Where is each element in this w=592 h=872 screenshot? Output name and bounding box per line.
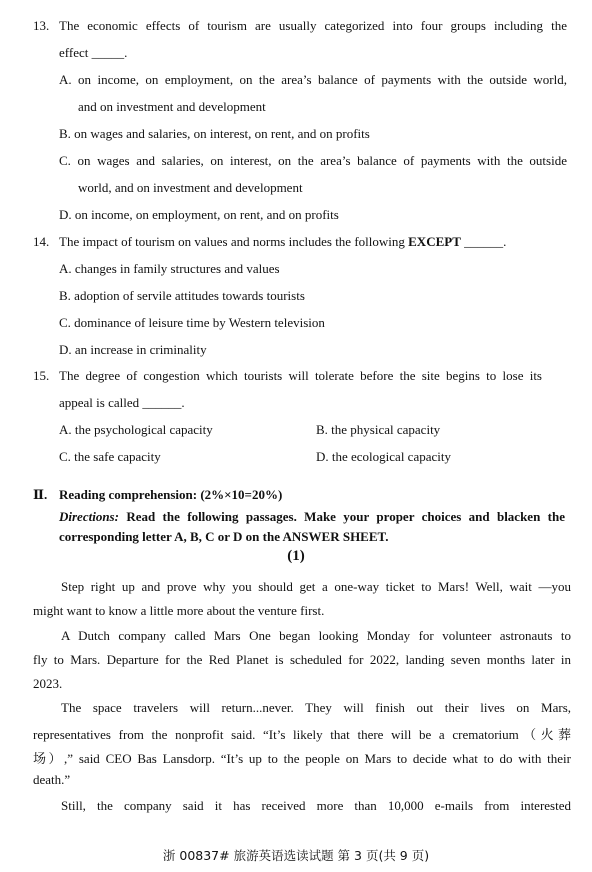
directions-label: Directions: — [59, 509, 119, 524]
question-stem — [59, 234, 506, 250]
option-d: D. the ecological capacity — [316, 449, 451, 464]
option-b: B. the physical capacity — [316, 422, 441, 437]
paragraph-line: representatives from the nonprofit said. “It’s likely that there will be a crematorium（火葬 — [33, 727, 571, 742]
option-d: D. on income, on employment, on rent, and on profits — [59, 207, 339, 222]
question-stem: The economic effects of tourism are usually categorized into four groups including the — [59, 18, 567, 33]
question-stem: appeal is called ______. — [59, 395, 185, 410]
stem-suffix: ______. — [464, 234, 507, 249]
paragraph-line: The space travelers will return...never. They will finish out their lives on Mars, — [61, 700, 571, 715]
directions-text: Read the following passages. Make your proper choices and blacken the — [126, 509, 565, 524]
stem-prefix: The impact of tourism on values and norms includes the following — [59, 234, 405, 249]
option-c: C. on wages and salaries, on interest, on the area’s balance of payments with the outside — [59, 153, 567, 168]
option-d: D. an increase in criminality — [59, 342, 207, 357]
option-c: C. dominance of leisure time by Western television — [59, 315, 325, 330]
directions-text: corresponding letter A, B, C or D on the ANSWER SHEET. — [59, 529, 389, 544]
stem-emphasis: EXCEPT — [408, 234, 461, 249]
section-numeral: Ⅱ. — [33, 487, 48, 502]
option-a: and on investment and development — [78, 99, 266, 114]
section-title: Reading comprehension: (2%×10=20%) — [59, 487, 283, 502]
directions — [59, 509, 565, 525]
paragraph-line: A Dutch company called Mars One began looking Monday for volunteer astronauts to — [61, 628, 571, 643]
option-c: C. the safe capacity — [59, 449, 161, 464]
question-stem: The degree of congestion which tourists will tolerate before the site begins to lose its — [59, 368, 542, 383]
paragraph-line: Still, the company said it has received more than 10,000 e-mails from interested — [61, 798, 571, 813]
page-footer: 浙 00837# 旅游英语选读试题 第 3 页(共 9 页) — [162, 848, 430, 863]
paragraph-line: death.” — [33, 772, 71, 787]
option-a: A. changes in family structures and values — [59, 261, 280, 276]
option-a: A. on income, on employment, on the area’s balance of payments with the outside world, — [59, 72, 567, 87]
paragraph-line: 场）,” said CEO Bas Lansdorp. “It’s up to the people on Mars to decide what to do with their — [33, 751, 571, 766]
question-number: 13. — [33, 18, 50, 33]
option-c: world, and on investment and development — [78, 180, 303, 195]
question-stem: effect _____. — [59, 45, 128, 60]
paragraph-line: fly to Mars. Departure for the Red Planet is scheduled for 2022, landing seven months later in — [33, 652, 571, 667]
question-number: 14. — [33, 234, 50, 249]
option-b: B. adoption of servile attitudes towards tourists — [59, 288, 305, 303]
option-a: A. the psychological capacity — [59, 422, 213, 437]
paragraph-line: might want to know a little more about the venture first. — [33, 603, 325, 618]
passage-number: (1) — [287, 548, 305, 564]
question-number: 15. — [33, 368, 50, 383]
paragraph-line: Step right up and prove why you should get a one-way ticket to Mars! Well, wait —you — [61, 579, 571, 594]
option-b: B. on wages and salaries, on interest, on rent, and on profits — [59, 126, 370, 141]
paragraph-line: 2023. — [33, 676, 63, 691]
